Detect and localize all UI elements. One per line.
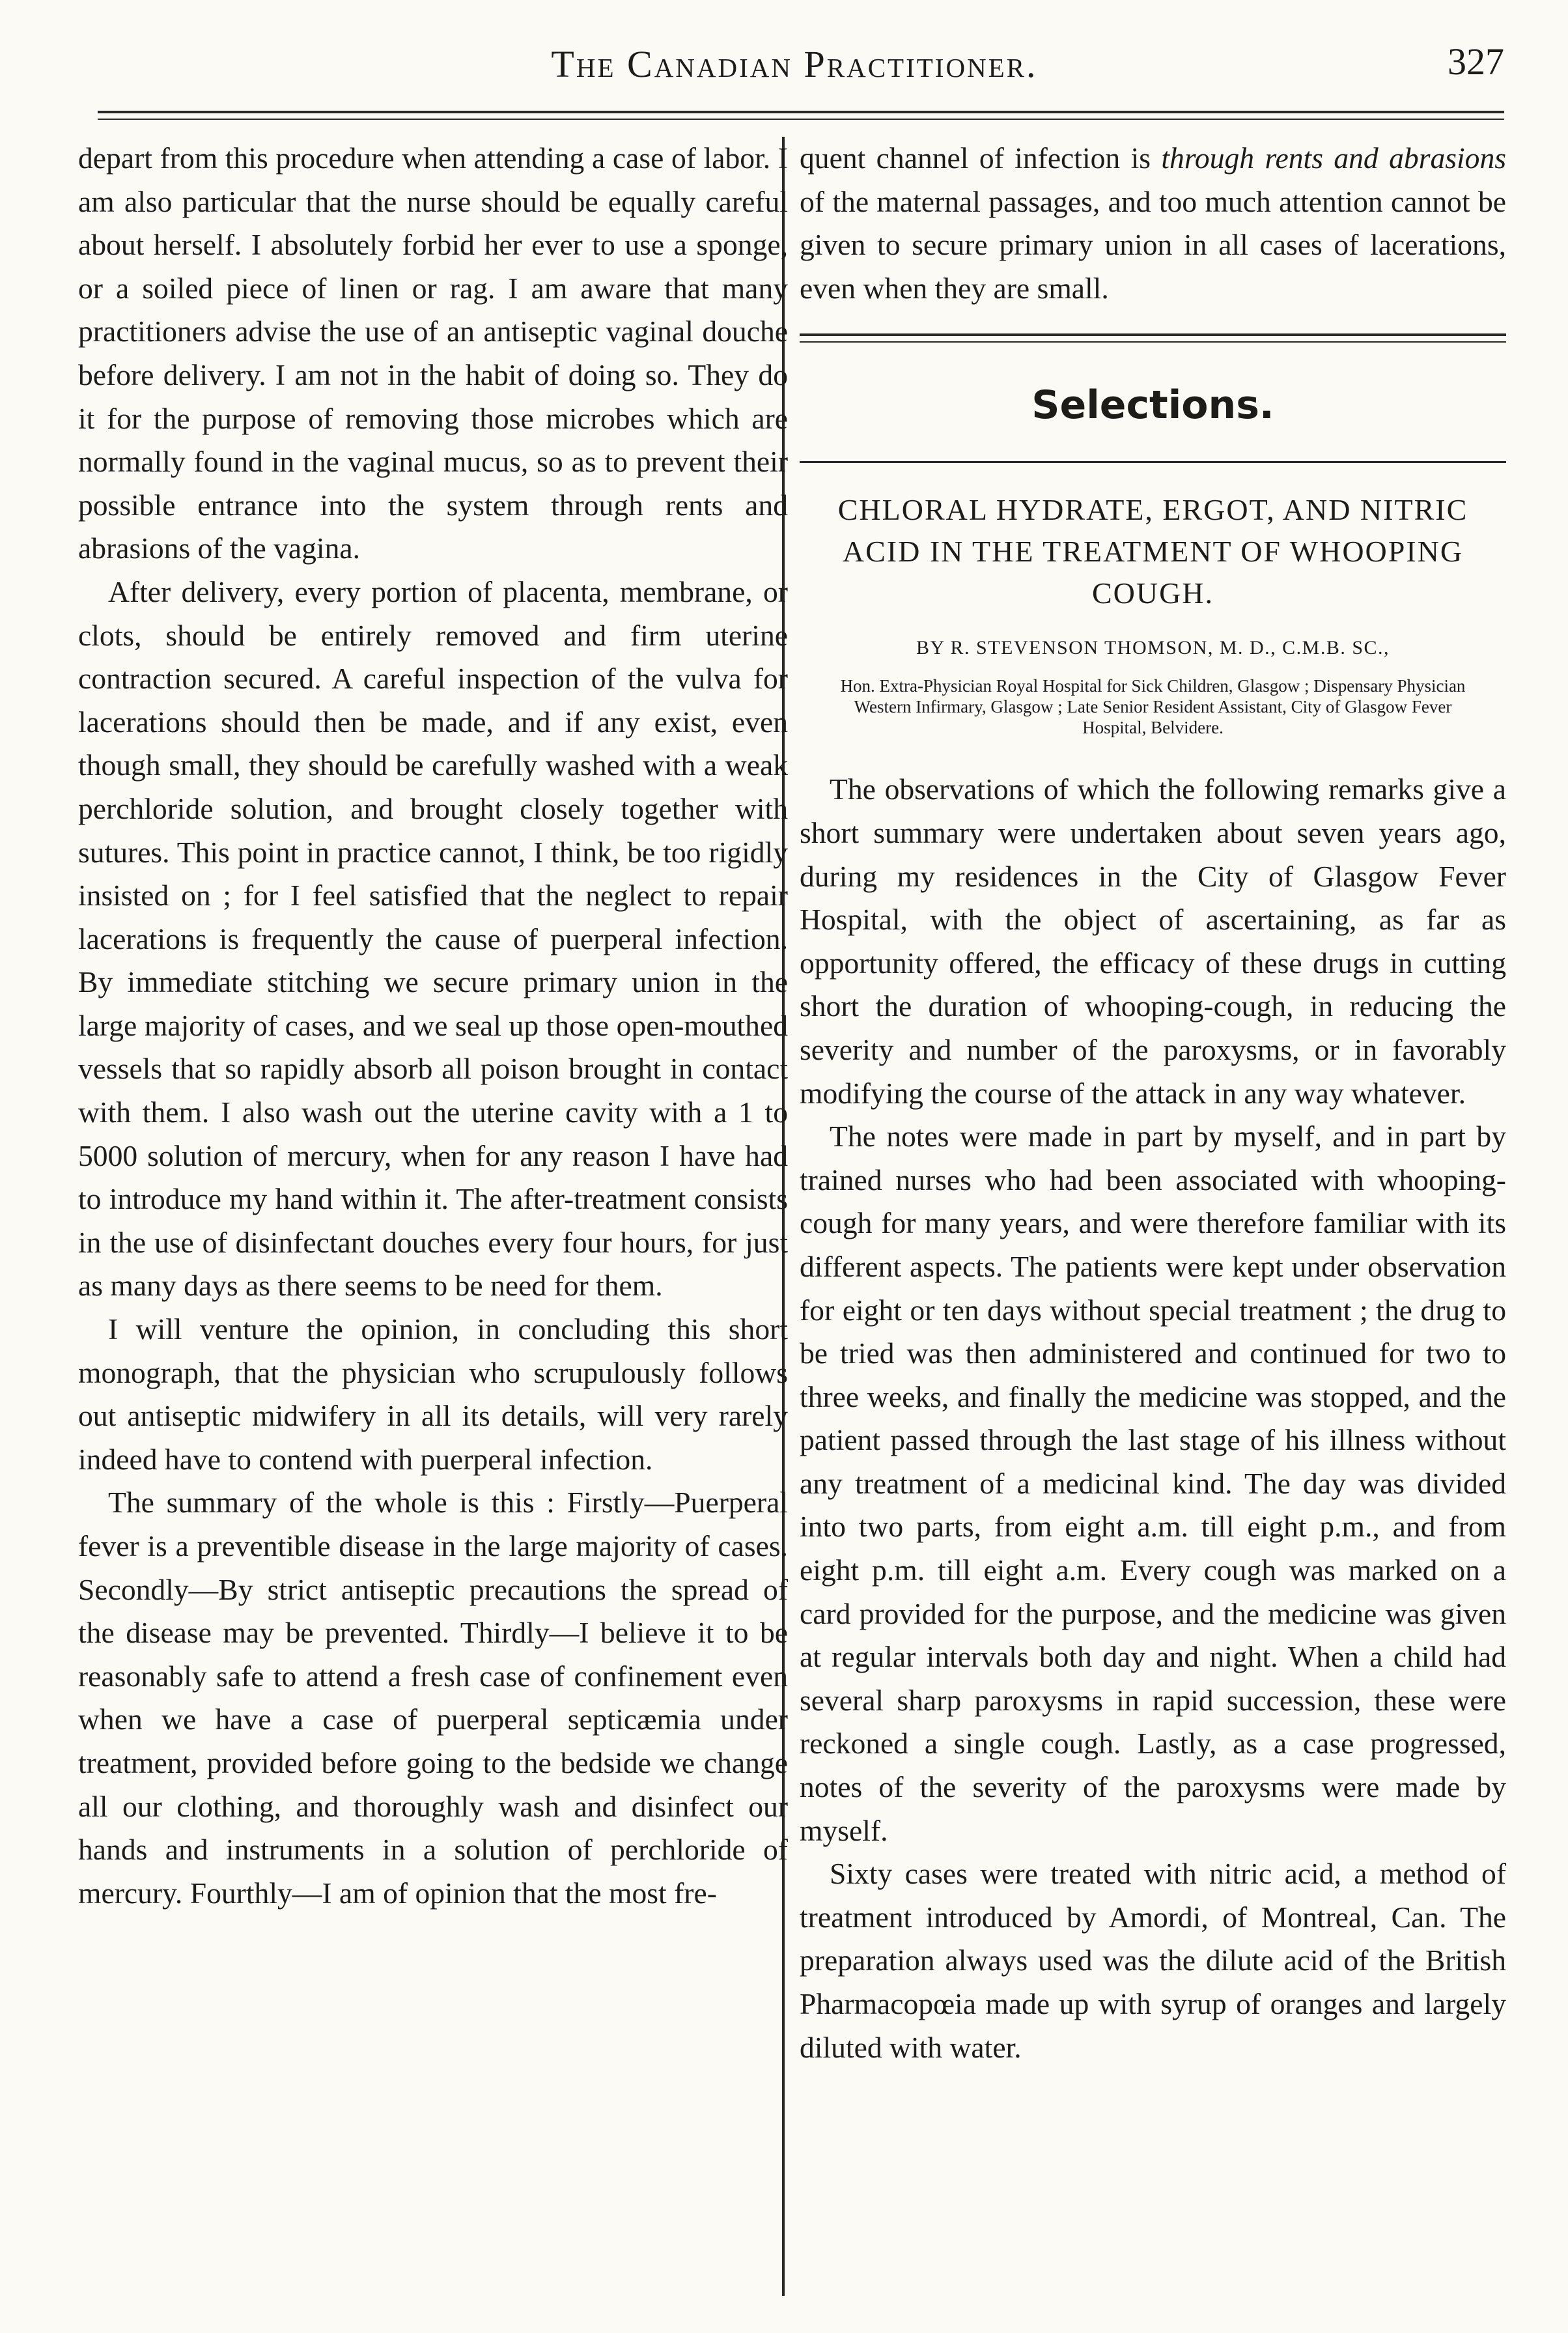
- continuation-end: of the maternal passages, and too much attention cannot be given to secure primary union in all cases of lacerations, even when they are small.: [800, 184, 1506, 305]
- page-number: 327: [1448, 40, 1504, 83]
- left-column: [78, 137, 788, 1915]
- paragraph: After delivery, every portion of placenta, membrane, or clots, should be entirely removed and firm uterine contraction secured. A careful inspection of the vulva for lacerations should then be made, and if any exist, even though small, they should be carefully washed with a weak perchloride solution, and brought closely together with sutures. This point in practice cannot, I think, be too rigidly insisted on ; for I feel satisfied that the neglect to repair lacerations is frequently the cause of puerperal infection. By immediate stitching we secure primary union in the large majority of cases, and we seal up those open-mouthed vessels that so rapidly absorb all poison brought in contact with them. I also wash out the uterine cavity with a 1 to 5000 solution of mercury, when for any reason I have had to introduce my hand within it. The after-treatment consists in the use of disinfectant douches every four hours, for just as many days as there seems to be need for them.: [78, 574, 788, 1303]
- paragraph: The notes were made in part by myself, and in part by trained nurses who had been associated with whooping-cough for many years, and were therefore familiar with its different aspects. The patients were kept under observation for eight or ten days without special treatment ; the drug to be tried was then administered and continued for two to three weeks, and finally the medicine was stopped, and the patient passed through the last stage of his illness without any treatment of a medicinal kind. The day was divided into two parts, from eight a.m. till eight p.m., and from eight p.m. till eight a.m. Every cough was marked on a card provided for the purpose, and the medicine was given at regular intervals both day and night. When a child had several sharp paroxysms in rapid succession, these were reckoned a single cough. Lastly, as a case progressed, notes of the severity of the paroxysms were made by myself.: [800, 1120, 1506, 1847]
- section-heading: Selections.: [1031, 382, 1274, 429]
- header-rule-top: [98, 111, 1504, 113]
- continuation-paragraph: [800, 137, 1506, 310]
- header-rule-bottom: [98, 119, 1504, 120]
- paragraph: Sixty cases were treated with nitric acid, a method of treatment introduced by Amordi, of Montreal, Can. The preparation always used was the dilute acid of the British Pharmacopœia made up with syrup of oranges and largely diluted with water.: [800, 1857, 1506, 2064]
- byline: BY R. STEVENSON THOMSON, M. D., C.M.B. SC.,: [916, 637, 1390, 659]
- author-affiliation: Hon. Extra-Physician Royal Hospital for Sick Children, Glasgow ; Dispensary Physician Western Infirmary, Glasgow ; Late Senior Resident Assistant, City of Glasgow Fever Hospital, Belvidere.: [840, 676, 1466, 738]
- paragraph: I will venture the opinion, in concluding this short monograph, that the physician who scrupulously follows out antiseptic midwifery in all its details, will very rarely indeed have to contend with puerperal infection.: [78, 1312, 788, 1476]
- paragraph: The observations of which the following remarks give a short summary were undertaken about seven years ago, during my residences in the City of Glasgow Fever Hospital, with the object of ascertaining, as far as opportunity offered, the efficacy of these drugs in cutting short the duration of whooping-cough, in reducing the severity and number of the paroxysms, or in favorably modifying the course of the attack in any way whatever.: [800, 772, 1506, 1110]
- page-header: [85, 36, 1504, 101]
- paragraph: The summary of the whole is this : Firstly—Puerperal fever is a preventible disease in the large majority of cases. Secondly—By strict antiseptic precautions the spread of the disease may be prevented. Thirdly—I believe it to be reasonably safe to attend a fresh case of confinement even when we have a case of puerperal septicæmia under treatment, provided before going to the bedside we change all our clothing, and thoroughly wash and disinfect our hands and instruments in a solution of perchloride of mercury. Fourthly—I am of opinion that the most fre-: [78, 1486, 788, 1910]
- running-title: The Canadian Practitioner.: [551, 43, 1038, 85]
- continuation-start: quent channel of infection is: [800, 141, 1162, 175]
- section-rule: [800, 333, 1506, 336]
- article-title: CHLORAL HYDRATE, ERGOT, AND NITRIC ACID IN THE TREATMENT OF WHOOPING COUGH.: [837, 493, 1468, 610]
- continuation-italic: through rents and abrasions: [1161, 141, 1506, 175]
- section-rule-under: [800, 461, 1506, 463]
- right-column: [800, 137, 1506, 2069]
- section-rule-thin: [800, 341, 1506, 343]
- paragraph: depart from this procedure when attending a case of labor. I am also particular that the nurse should be equally careful about herself. I absolutely forbid her ever to use a sponge, or a soiled piece of linen or rag. I am aware that many practitioners advise the use of an antiseptic vaginal douche before delivery. I am not in the habit of doing so. They do it for the purpose of removing those microbes which are normally found in the vaginal mucus, so as to prevent their possible entrance into the system through rents and abrasions of the vagina.: [78, 141, 788, 565]
